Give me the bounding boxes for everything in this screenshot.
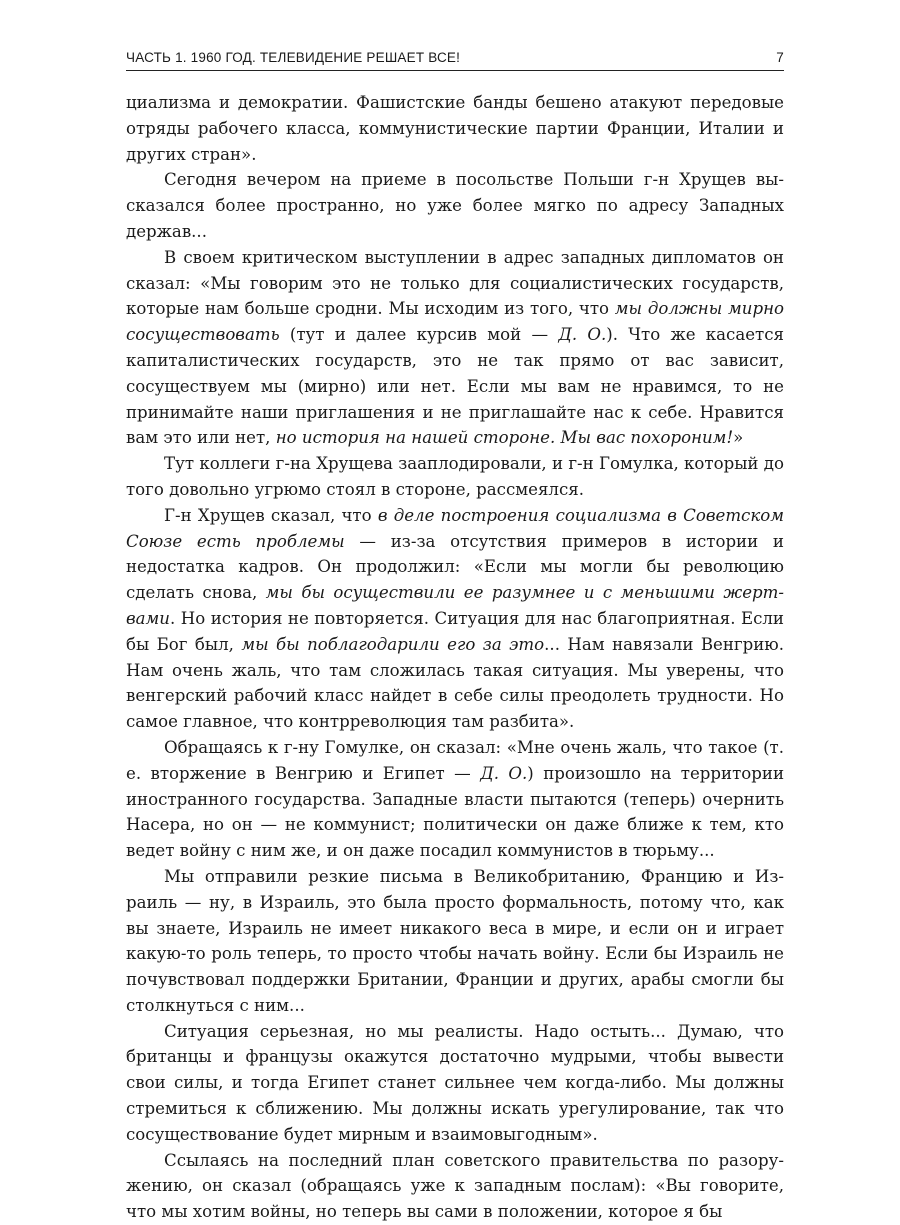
text-run: » xyxy=(733,428,744,448)
body-text xyxy=(126,90,784,1225)
paragraph xyxy=(126,735,784,864)
running-title: ЧАСТЬ 1. 1960 ГОД. ТЕЛЕВИДЕНИЕ РЕШАЕТ ВСЕ! xyxy=(126,50,461,65)
text-run: (тут и далее курсив мой — xyxy=(279,325,559,345)
text-run: циализма и демократии. Фашистские банды бешено атакуют передовые отряды рабочего класса, коммунистические партии Франции, Италии и других стран». xyxy=(126,93,784,164)
running-header xyxy=(126,48,784,68)
paragraph xyxy=(126,503,784,735)
text-run: Сегодня вечером на приеме в посольстве Польши г-н Хрущев высказался более пространно, но уже более мягко по адресу Западных держав... xyxy=(126,170,784,241)
text-run: — из-за отсутствия примеров в истории и недостатка кадров. Он продолжил: «Если мы могли бы революцию сделать снова, xyxy=(126,531,784,603)
paragraph xyxy=(126,1019,784,1148)
paragraph xyxy=(126,245,784,451)
text-run: В своем критическом выступлении в адрес западных дипломатов он сказал: «Мы говорим это не только для социалистических государств, которые нам больше сродни. Мы исходим из того, что xyxy=(126,247,784,319)
text-run: ... Нам навязали Венгрию. Нам очень жаль, что там сложилась такая ситуация. Мы уверены, что венгерский рабочий класс найдет в себе силы преодолеть трудности. Но самое главное, что контрреволюция там разбита». xyxy=(126,634,784,732)
text-run: ). Что же касается капиталистических государств, это не так прямо от вас зависит, сосуществуем мы (мирно) или нет. Если мы вам не нравимся, то не принимайте наши приглашения и не приглашайте нас к себе. Нравится вам это или нет, xyxy=(126,325,785,448)
italic-text: Д. О. xyxy=(558,325,607,345)
paragraph xyxy=(126,1148,784,1225)
header-rule xyxy=(126,70,784,71)
italic-text: мы бы осуществили ее разумнее и с меньшими жертвами xyxy=(126,583,784,628)
text-run: ) произошло на территории иностранного государства. Западные власти пытаются (теперь) очернить Насера, но он — не коммунист; политически он даже ближе к тем, кто ведет войну с ним же, и он даже посадил коммунистов в тюрьму... xyxy=(126,763,785,861)
italic-text: мы должны мирно сосуществовать xyxy=(126,299,784,345)
italic-text: но история на нашей стороне. Мы вас похороним! xyxy=(275,428,734,448)
page-number: 7 xyxy=(776,50,784,65)
paragraph xyxy=(126,451,784,503)
text-run: Обращаясь к г-ну Гомулке, он сказал: «Мне очень жаль, что такое (т. е. вторжение в Венгрию и Египет — xyxy=(126,737,784,783)
italic-text: мы бы поблагодарили его за это xyxy=(241,634,545,654)
text-run: . Но история не повторяется. Ситуация для нас благоприятная. Если бы Бог был, xyxy=(126,608,784,654)
italic-text: Д. О. xyxy=(480,763,528,783)
paragraph xyxy=(126,864,784,1019)
italic-text: в деле построения социализма в Советском Союзе есть проблемы xyxy=(126,505,785,551)
text-run: Ссылаясь на последний план советского правительства по разоружению, он сказал (обращаясь уже к западным послам): «Вы говорите, что мы хотим войны, но теперь вы сами в положении, которое я бы xyxy=(126,1150,784,1222)
text-run: Мы отправили резкие письма в Великобританию, Францию и Израиль — ну, в Израиль, это была просто формальность, потому что, как вы знаете, Израиль не имеет никакого веса в мире, и если он и играет какую-то роль теперь, то просто чтобы начать войну. Если бы Израиль не почувствовал поддержки Британии, Франции и других, арабы смогли бы столкнуться с ним... xyxy=(126,866,784,1015)
paragraph xyxy=(126,167,784,244)
text-run: Тут коллеги г-на Хрущева зааплодировали, и г-н Гомулка, который до того довольно угрюмо стоял в стороне, рассмеялся. xyxy=(126,454,784,499)
text-run: Ситуация серьезная, но мы реалисты. Надо остыть... Думаю, что британцы и французы окажутся достаточно мудрыми, чтобы вывести свои силы, и тогда Египет станет сильнее чем когда-либо. Мы должны стремиться к сближению. Мы должны искать урегулирование, так что сосуществование будет мирным и взаимовыгодным». xyxy=(126,1021,784,1144)
paragraph xyxy=(126,90,784,167)
text-run: Г-н Хрущев сказал, что xyxy=(164,505,378,525)
